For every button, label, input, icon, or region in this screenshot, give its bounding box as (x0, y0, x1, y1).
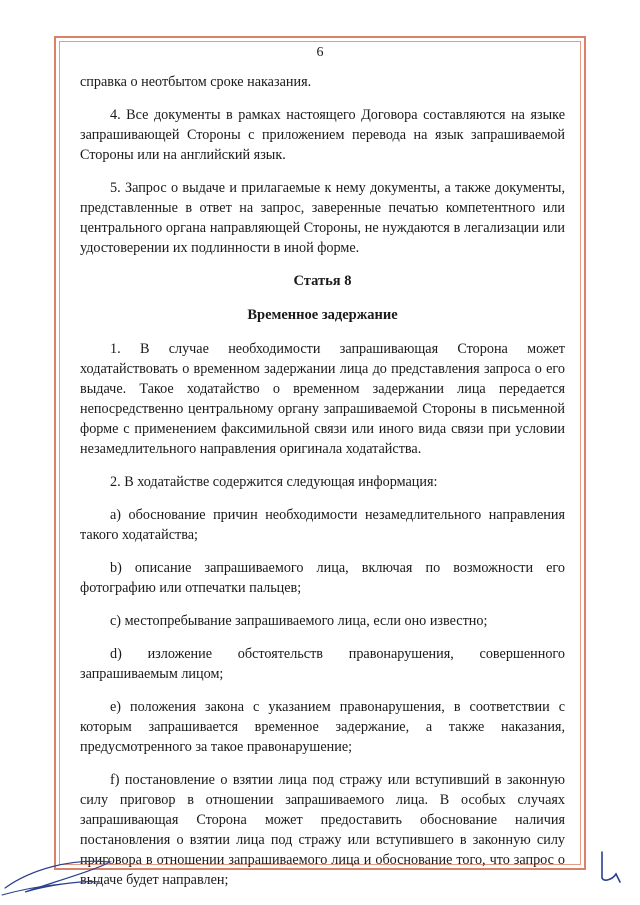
list-item-c: c) местопребывание запрашиваемого лица, если оно известно; (110, 613, 488, 629)
article-paragraph-2: 2. В ходатайстве содержится следующая информация: (110, 474, 438, 490)
handwritten-initials (596, 848, 626, 888)
list-item-e: e) положения закона с указанием правонарушения, в соответствии с которым запрашивается временное задержание, а также наказания, предусмотренного за такое правонарушение; (80, 699, 565, 755)
list-item-f: f) постановление о взятии лица под стражу или вступивший в законную силу приговор в отношении запрашиваемого лица. В особых случаях запрашивающая Сторона может предоставить обоснование наличия постановления о взятии лица под стражу или вступившего в законную силу приговора в отношении запрашиваемого лица и обоснование того, что запрос о выдаче будет направлен; (80, 772, 565, 888)
paragraph-item-5: 5. Запрос о выдаче и прилагаемые к нему документы, а также документы, представленные в ответ на запрос, заверенные печатью компетентного или центрального органа направляющей Стороны, не нуждаются в легализации или удостоверении их подлинности в иной форме. (80, 180, 565, 256)
page-number: 6 (316, 45, 324, 60)
list-item-a: a) обоснование причин необходимости незамедлительного направления такого ходатайства; (80, 507, 565, 543)
handwritten-signature (0, 840, 130, 900)
article-number: Статья 8 (293, 273, 352, 289)
list-item-b: b) описание запрашиваемого лица, включая по возможности его фотографию или отпечатки пальцев; (80, 560, 565, 596)
paragraph-item-4: 4. Все документы в рамках настоящего Договора составляются на языке запрашивающей Стороны с приложением перевода на язык запрашиваемой Стороны или на английский язык. (80, 107, 565, 163)
article-title: Временное задержание (247, 307, 398, 323)
article-paragraph-1: 1. В случае необходимости запрашивающая Сторона может ходатайствовать о временном задержании лица до представления запроса о его выдаче. Такое ходатайство о временном задержании лица передается непосредственно центральному органу запрашиваемой Стороны в письменной форме с применением факсимильной связи или иного вида связи при условии незамедлительного направления оригинала ходатайства. (80, 341, 565, 457)
paragraph-continuation: справка о неотбытом сроке наказания. (80, 74, 312, 90)
list-item-d: d) изложение обстоятельств правонарушения, совершенного запрашиваемым лицом; (80, 646, 565, 682)
document-body (80, 72, 565, 903)
